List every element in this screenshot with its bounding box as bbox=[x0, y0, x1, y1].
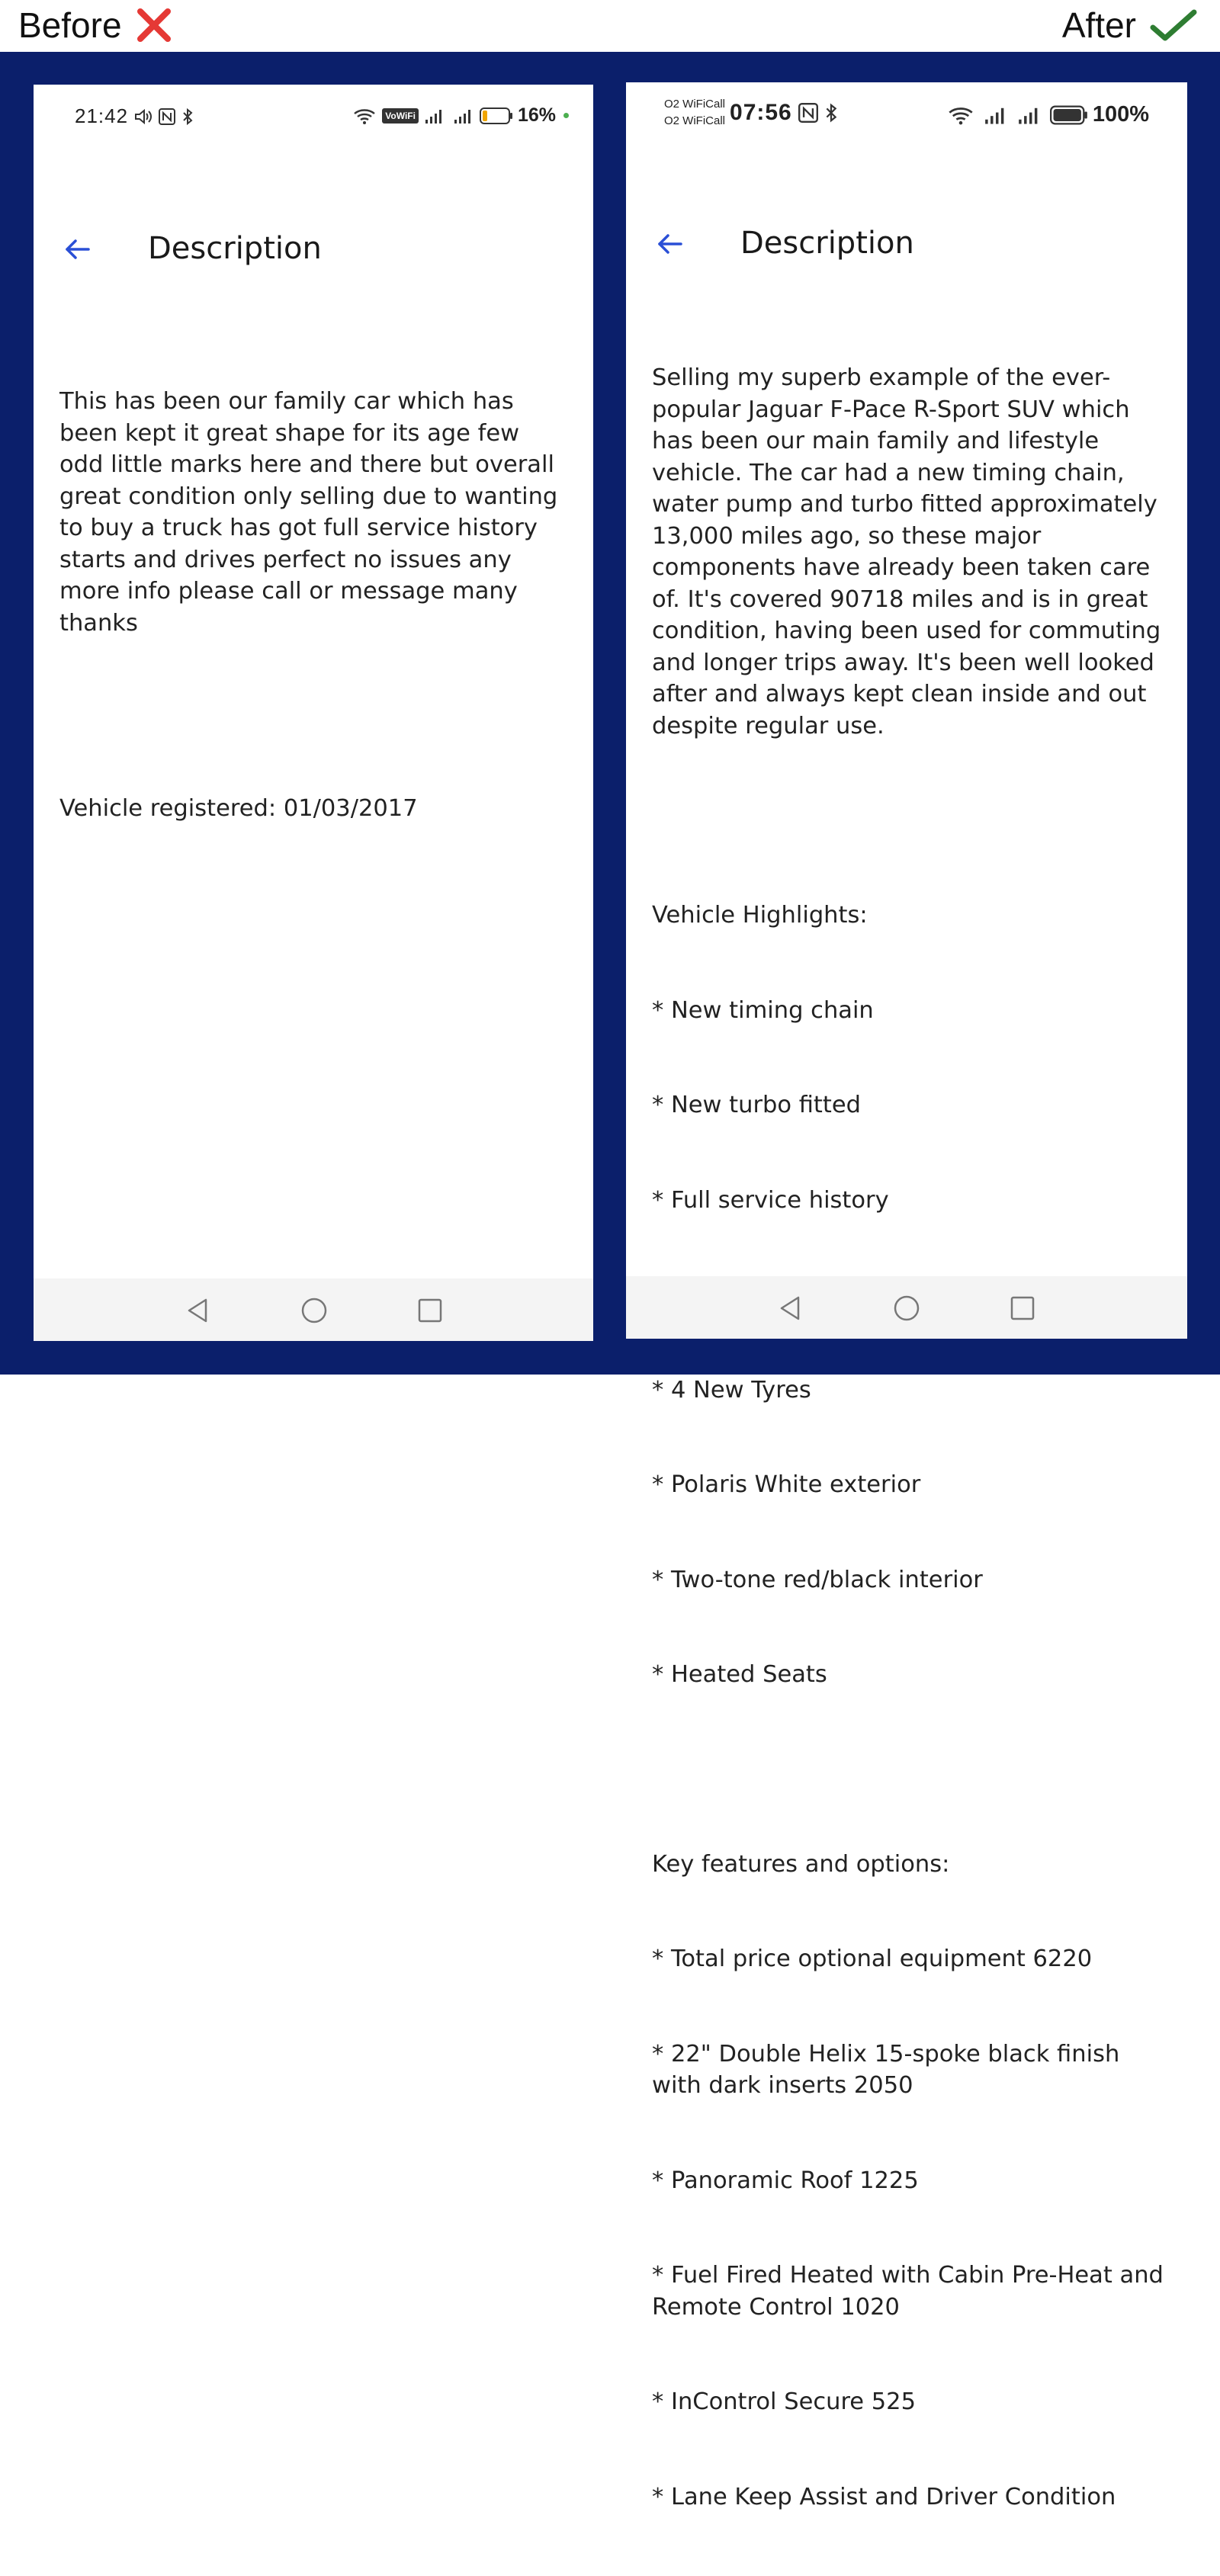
battery-percent: 16% bbox=[517, 104, 556, 126]
bluetooth-icon bbox=[181, 108, 194, 125]
highlight-item: * New timing chain bbox=[652, 996, 874, 1024]
comparison-header bbox=[0, 0, 1220, 52]
description-body bbox=[59, 322, 569, 888]
highlight-item: * New turbo fitted bbox=[652, 1092, 861, 1118]
description-paragraph: This has been our family car which has been kept it great shape for its age few odd little marks here and there but overall great condition only selling due to wanting to buy a truck has got full service history starts and drives perfect no issues any more info please call or message many thanks bbox=[59, 388, 565, 637]
description-intro: Selling my superb example of the ever-popular Jaguar F-Pace R-Sport SUV which has been our main family and lifestyle vehicle. The car had a new timing chain, water pump and turbo fitted approximately 13,000 miles ago, so these major components have already been taken care of. It's covered 90718 miles and is in great condition, having been used for commuting and longer trips away. It's been well looked after and always kept clean inside and out despite regular use. bbox=[652, 364, 1168, 739]
status-time: 07:56 bbox=[730, 100, 792, 125]
wifi-icon bbox=[948, 105, 974, 125]
app-header bbox=[34, 229, 593, 275]
feature-item: * Total price optional equipment 6220 bbox=[652, 1946, 1093, 1972]
highlight-item: * Heated Seats bbox=[652, 1661, 827, 1688]
page-title: Description bbox=[148, 231, 322, 266]
feature-item: * InControl Secure 525 bbox=[652, 2388, 916, 2415]
nfc-icon bbox=[798, 103, 818, 123]
before-label bbox=[18, 5, 172, 46]
before-label-text: Before bbox=[18, 5, 122, 45]
privacy-dot bbox=[563, 113, 569, 118]
carrier-1: O2 WiFiCall bbox=[664, 98, 726, 111]
signal-icon bbox=[425, 107, 445, 124]
nav-home-icon[interactable] bbox=[299, 1295, 329, 1326]
nav-home-icon[interactable] bbox=[891, 1293, 922, 1323]
back-arrow-icon[interactable] bbox=[63, 234, 93, 265]
battery-percent: 100% bbox=[1092, 102, 1149, 127]
back-arrow-icon[interactable] bbox=[655, 229, 685, 259]
after-phone-screen bbox=[626, 82, 1187, 2510]
battery-icon bbox=[480, 107, 513, 125]
nfc-icon bbox=[159, 108, 175, 125]
wifi-icon bbox=[353, 107, 376, 124]
system-navbar bbox=[626, 1276, 1187, 1339]
page-title: Description bbox=[740, 226, 914, 261]
highlight-item: * 4 New Tyres bbox=[652, 1376, 811, 1403]
signal-icon-2 bbox=[1018, 105, 1041, 125]
feature-item: * 22" Double Helix 15-spoke black finish with dark inserts 2050 bbox=[652, 2040, 1127, 2099]
status-bar bbox=[626, 82, 1187, 146]
features-title: Key features and options: bbox=[652, 1850, 950, 1878]
vowifi-badge: VoWiFi bbox=[382, 108, 419, 124]
nav-back-icon[interactable] bbox=[775, 1293, 806, 1323]
feature-item: * Lane Keep Assist and Driver Condition bbox=[652, 2483, 1116, 2510]
signal-icon-2 bbox=[451, 107, 474, 124]
highlights-title: Vehicle Highlights: bbox=[652, 902, 868, 929]
battery-icon bbox=[1050, 104, 1088, 126]
nav-back-icon[interactable] bbox=[183, 1295, 214, 1326]
description-body bbox=[652, 299, 1170, 2576]
carrier-2: O2 WiFiCall bbox=[664, 114, 726, 127]
after-label-text: After bbox=[1061, 5, 1136, 45]
carrier-labels bbox=[664, 96, 725, 130]
volume-icon bbox=[134, 108, 152, 125]
checkmark-icon bbox=[1150, 8, 1197, 43]
feature-item: * Fuel Fired Heated with Cabin Pre-Heat and Remote Control 1020 bbox=[652, 2262, 1171, 2321]
bluetooth-icon bbox=[824, 103, 838, 123]
status-time: 21:42 bbox=[75, 104, 129, 127]
system-navbar bbox=[34, 1278, 593, 1341]
after-label bbox=[1062, 5, 1197, 46]
feature-item: * Panoramic Roof 1225 bbox=[652, 2167, 919, 2194]
signal-icon bbox=[984, 105, 1007, 125]
before-phone-screen bbox=[34, 85, 593, 1341]
highlight-item: * Polaris White exterior bbox=[652, 1471, 921, 1498]
status-bar bbox=[34, 85, 593, 149]
highlight-item: * Two-tone red/black interior bbox=[652, 1566, 983, 1593]
registration-date: Vehicle registered: 01/03/2017 bbox=[59, 795, 418, 822]
cross-icon bbox=[136, 7, 172, 43]
nav-recents-icon[interactable] bbox=[1007, 1293, 1038, 1323]
highlight-item: * Full service history bbox=[652, 1186, 889, 1214]
nav-recents-icon[interactable] bbox=[415, 1295, 445, 1326]
app-header bbox=[626, 224, 1187, 270]
